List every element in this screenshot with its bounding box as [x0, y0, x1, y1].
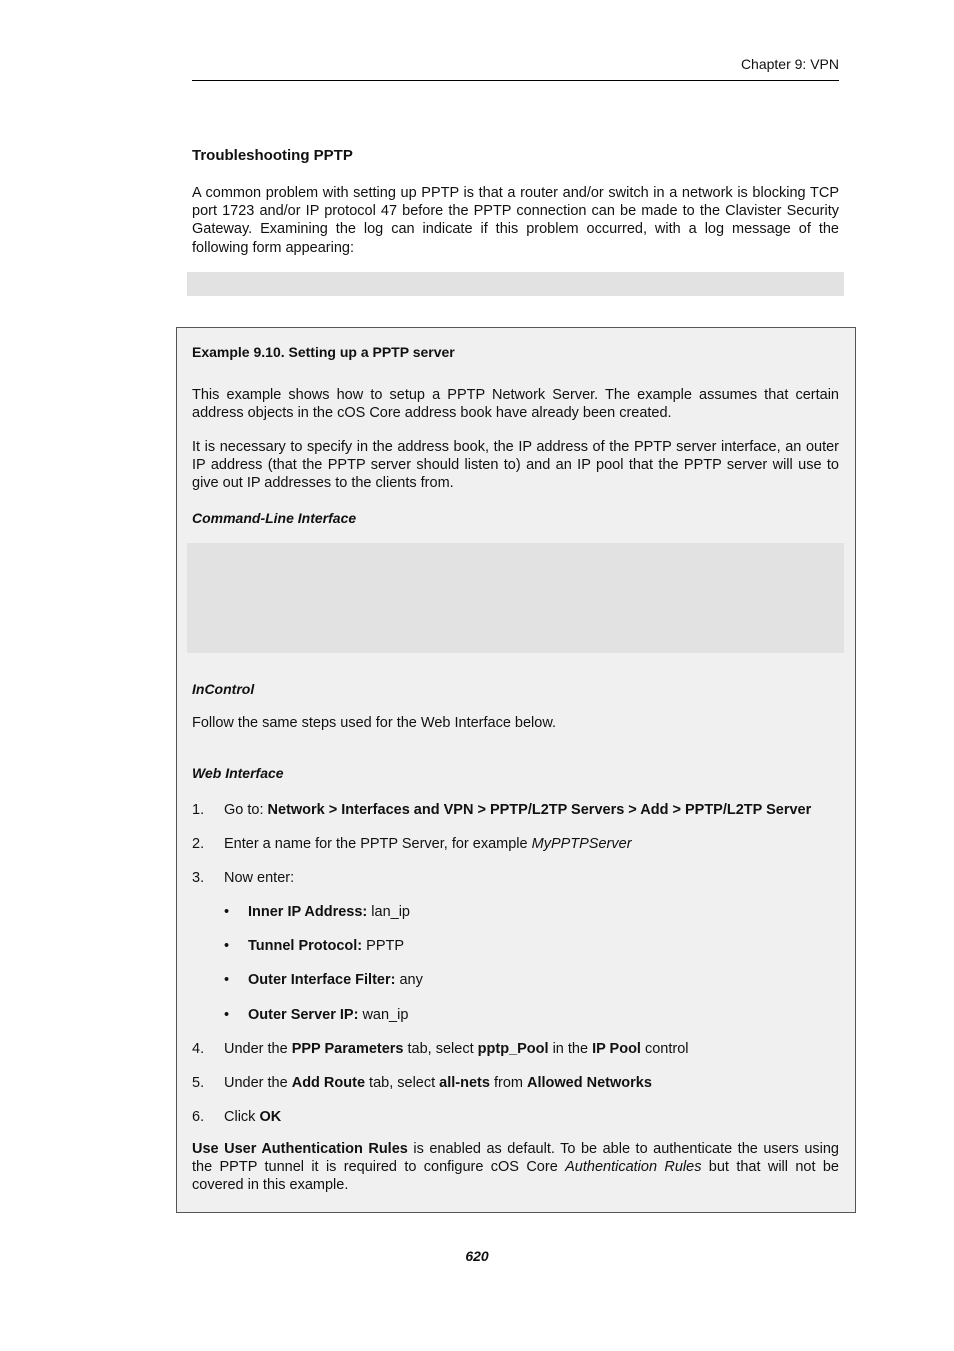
step-text-part: Under the [224, 1075, 292, 1091]
step-text [224, 836, 632, 852]
chapter-header: Chapter 9: VPN [740, 56, 839, 72]
field-label: Outer Server IP: [248, 1007, 359, 1023]
example-intro-2: It is necessary to specify in the address book, the IP address of the PPTP server interface, an outer IP address (that the PPTP server should listen to) and an IP pool that the PPTP server will use to give out IP addresses to the clients from. [192, 439, 839, 492]
bullet-item [248, 904, 410, 920]
incontrol-heading: InControl [192, 681, 255, 697]
step-text-part: tab, select [365, 1075, 440, 1091]
example-intro-1: This example shows how to setup a PPTP Network Server. The example assumes that certain address objects in the cOS Core address book have already been created. [192, 387, 839, 422]
control-name: IP Pool [592, 1041, 641, 1057]
bullet-item [248, 972, 423, 988]
step-text [224, 1041, 689, 1057]
field-value: wan_ip [358, 1007, 409, 1023]
tab-name: PPP Parameters [291, 1041, 404, 1057]
field-value: lan_ip [367, 904, 410, 920]
web-heading: Web Interface [192, 765, 284, 781]
bullet-icon: • [224, 1007, 230, 1023]
step-number: 5. [192, 1075, 205, 1091]
log-message-box [187, 272, 844, 296]
step-text-part: Under the [224, 1041, 292, 1057]
bullet-icon: • [224, 938, 230, 954]
page-number: 620 [465, 1248, 489, 1264]
header-rule [192, 80, 839, 81]
step-number: 6. [192, 1109, 205, 1125]
bullet-item [248, 938, 404, 954]
step-text-part: Click [224, 1109, 260, 1125]
field-value: any [395, 972, 423, 988]
option-value: pptp_Pool [477, 1041, 549, 1057]
field-value: PPTP [362, 938, 405, 954]
step-text-part: Enter a name for the PPTP Server, for example [224, 836, 532, 852]
control-name: Allowed Networks [527, 1075, 652, 1091]
option-value: all-nets [439, 1075, 490, 1091]
tab-name: Add Route [291, 1075, 366, 1091]
bullet-item [248, 1007, 408, 1023]
menu-path: Network > Interfaces and VPN > PPTP/L2TP Servers > Add > PPTP/L2TP Server [267, 802, 812, 818]
note-text: is enabled as default. To be able to authenticate the users using the PPTP tunnel it is required to configure cOS Core [192, 1141, 839, 1176]
server-name-example: MyPPTPServer [531, 836, 632, 852]
step-text-part: Go to: [224, 802, 268, 818]
step-text-part: from [489, 1075, 527, 1091]
step-number: 4. [192, 1041, 205, 1057]
section-title: Troubleshooting PPTP [192, 147, 353, 164]
step-number: 2. [192, 836, 205, 852]
bullet-icon: • [224, 904, 230, 920]
step-text [224, 1109, 281, 1125]
term: Authentication Rules [565, 1159, 702, 1176]
step-text-part: tab, select [403, 1041, 478, 1057]
step-text [224, 1075, 652, 1091]
step-text: Now enter: [224, 870, 295, 886]
button-name: OK [259, 1109, 282, 1125]
step-text [224, 802, 811, 818]
step-number: 1. [192, 802, 205, 818]
setting-name: Use User Authentication Rules [192, 1141, 408, 1157]
field-label: Outer Interface Filter: [248, 972, 396, 988]
cli-code-box [187, 543, 844, 653]
cli-heading: Command-Line Interface [192, 510, 357, 526]
field-label: Tunnel Protocol: [248, 938, 363, 954]
step-text-part: in the [548, 1041, 593, 1057]
field-label: Inner IP Address: [248, 904, 368, 920]
note-text: but that will not be covered in this example. [192, 1159, 839, 1194]
step-number: 3. [192, 870, 205, 886]
incontrol-text: Follow the same steps used for the Web Interface below. [192, 715, 557, 731]
example-title: Example 9.10. Setting up a PPTP server [192, 344, 455, 360]
example-note [192, 1140, 839, 1195]
bullet-icon: • [224, 972, 230, 988]
section-paragraph: A common problem with setting up PPTP is that a router and/or switch in a network is blocking TCP port 1723 and/or IP protocol 47 before the PPTP connection can be made to the Clavister Security Gateway. Examining the log can indicate if this problem occurred, with a log message of the following form appearing: [192, 185, 839, 256]
step-text-part: control [640, 1041, 689, 1057]
